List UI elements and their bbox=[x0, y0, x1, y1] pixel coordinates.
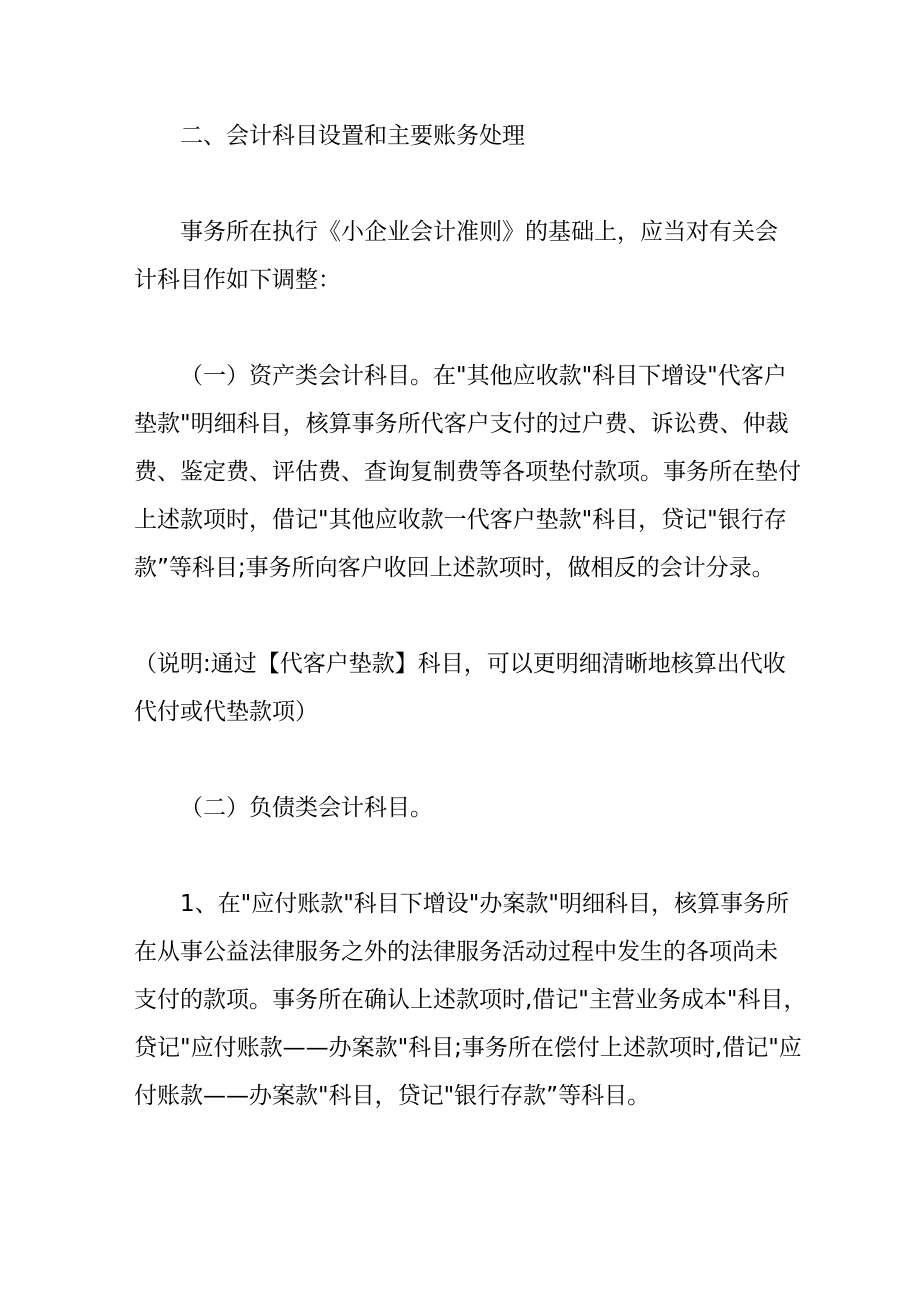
paragraph-line: 付账款——办案款"科目，贷记"银行存款”等科目。 bbox=[134, 1083, 651, 1109]
item-1-paragraph bbox=[134, 880, 814, 1120]
paragraph-line: 贷记"应付账款——办案款"科目;事务所在偿付上述款项时,借记"应 bbox=[134, 1035, 802, 1061]
section-heading bbox=[134, 112, 814, 160]
paragraph-line: 支付的款项。事务所在确认上述款项时,借记"主营业务成本"科目， bbox=[134, 987, 807, 1013]
liabilities-section-heading bbox=[134, 784, 814, 832]
paragraph-line: 上述款项时，借记"其他应收款一代客户垫款"科目，贷记"银行存 bbox=[134, 507, 787, 533]
intro-paragraph bbox=[134, 208, 814, 304]
paragraph-line: 计科目作如下调整： bbox=[134, 267, 341, 293]
paragraph-line: （二）负债类会计科目。 bbox=[180, 795, 433, 821]
heading-text: 二、会计科目设置和主要账务处理 bbox=[180, 123, 525, 149]
paragraph-line: 1、在"应付账款"科目下增设"办案款"明细科目，核算事务所 bbox=[180, 891, 789, 917]
paragraph-line: 事务所在执行《小企业会计准则》的基础上，应当对有关会 bbox=[180, 219, 778, 245]
paragraph-line: 费、鉴定费、评估费、查询复制费等各项垫付款项。事务所在垫付 bbox=[134, 459, 801, 485]
paragraph-line: （说明:通过【代客户垫款】科目，可以更明细清晰地核算出代收 bbox=[134, 651, 786, 677]
paragraph-line: 款”等科目;事务所向客户收回上述款项时，做相反的会计分录。 bbox=[134, 555, 775, 581]
paragraph-line: 在从事公益法律服务之外的法律服务活动过程中发生的各项尚未 bbox=[134, 939, 778, 965]
paragraph-line: （一）资产类会计科目。在"其他应收款"科目下增设"代客户 bbox=[180, 363, 787, 389]
paragraph-line: 垫款"明细科目，核算事务所代客户支付的过户费、诉讼费、仲裁 bbox=[134, 411, 789, 437]
assets-section-paragraph bbox=[134, 352, 814, 592]
note-paragraph bbox=[134, 640, 814, 736]
paragraph-line: 代付或代垫款项） bbox=[134, 699, 318, 725]
